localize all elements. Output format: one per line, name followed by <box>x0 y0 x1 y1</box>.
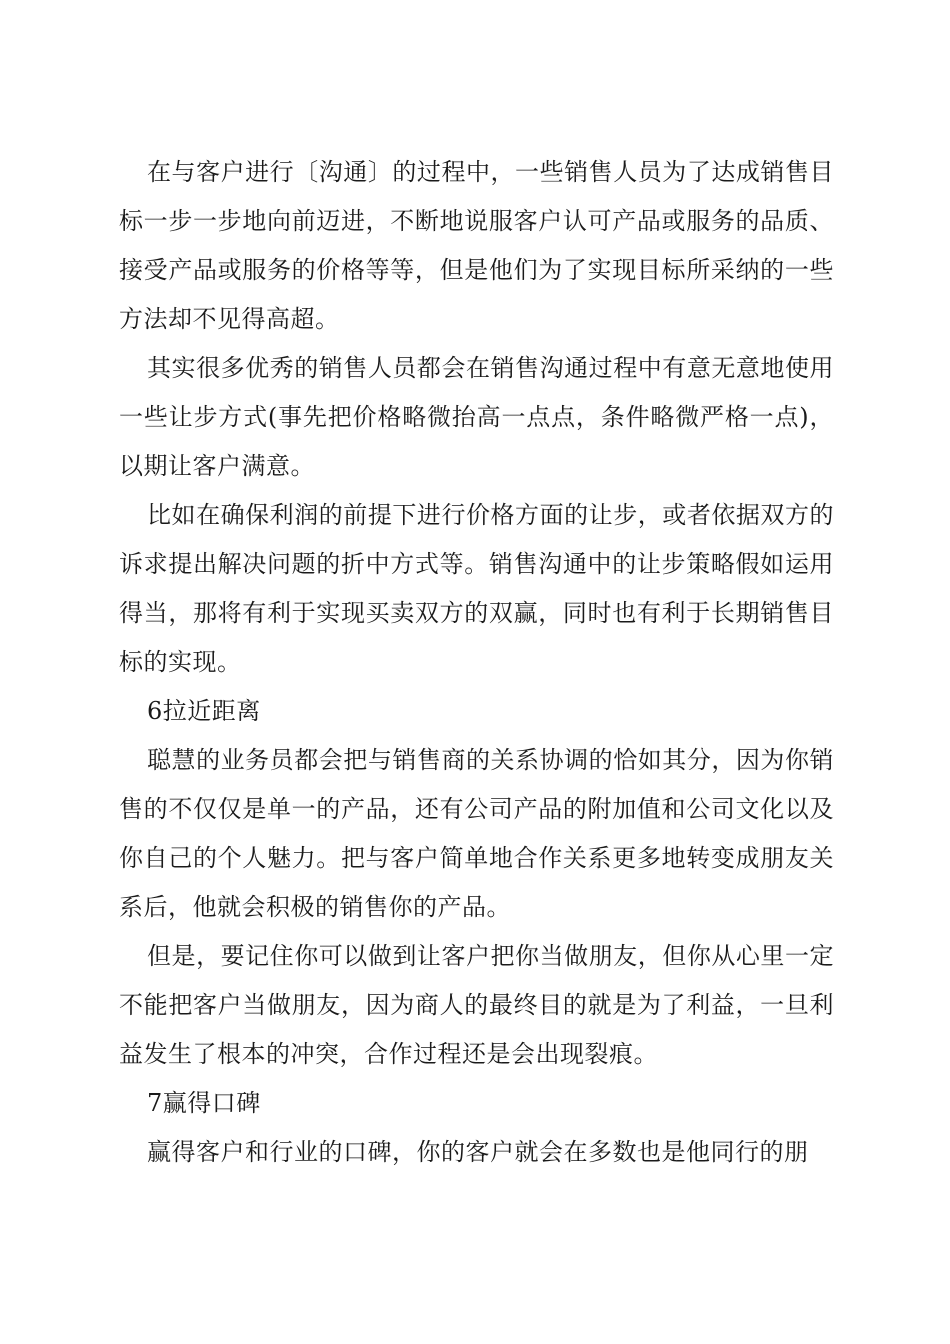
paragraph-friendship-warning: 但是，要记住你可以做到让客户把你当做朋友，但你从心里一定不能把客户当做朋友，因为商人的最终目的就是为了利益，一旦利益发生了根本的冲突，合作过程还是会出现裂痕。 <box>119 942 834 1068</box>
section-heading-6: 6拉近距离 <box>147 697 261 725</box>
document-body <box>119 148 834 1177</box>
paragraph-concession-methods: 其实很多优秀的销售人员都会在销售沟通过程中有意无意地使用一些让步方式(事先把价格略微抬高一点点，条件略微严格一点)，以期让客户满意。 <box>119 354 834 480</box>
section-heading-7: 7赢得口碑 <box>147 1089 261 1117</box>
paragraph-reputation: 赢得客户和行业的口碑，你的客户就会在多数也是他同行的朋 <box>147 1138 809 1166</box>
paragraph-relationship: 聪慧的业务员都会把与销售商的关系协调的恰如其分，因为你销售的不仅仅是单一的产品，还有公司产品的附加值和公司文化以及你自己的个人魅力。把与客户简单地合作关系更多地转变成朋友关系后，他就会积极的销售你的产品。 <box>119 746 834 921</box>
paragraph-concession-example: 比如在确保利润的前提下进行价格方面的让步，或者依据双方的诉求提出解决问题的折中方式等。销售沟通中的让步策略假如运用得当，那将有利于实现买卖双方的双赢，同时也有利于长期销售目标的实现。 <box>119 501 834 676</box>
paragraph-communication-concession: 在与客户进行〔沟通〕的过程中，一些销售人员为了达成销售目标一步一步地向前迈进，不断地说服客户认可产品或服务的品质、接受产品或服务的价格等等，但是他们为了实现目标所采纳的一些方法却不见得高超。 <box>119 158 834 333</box>
